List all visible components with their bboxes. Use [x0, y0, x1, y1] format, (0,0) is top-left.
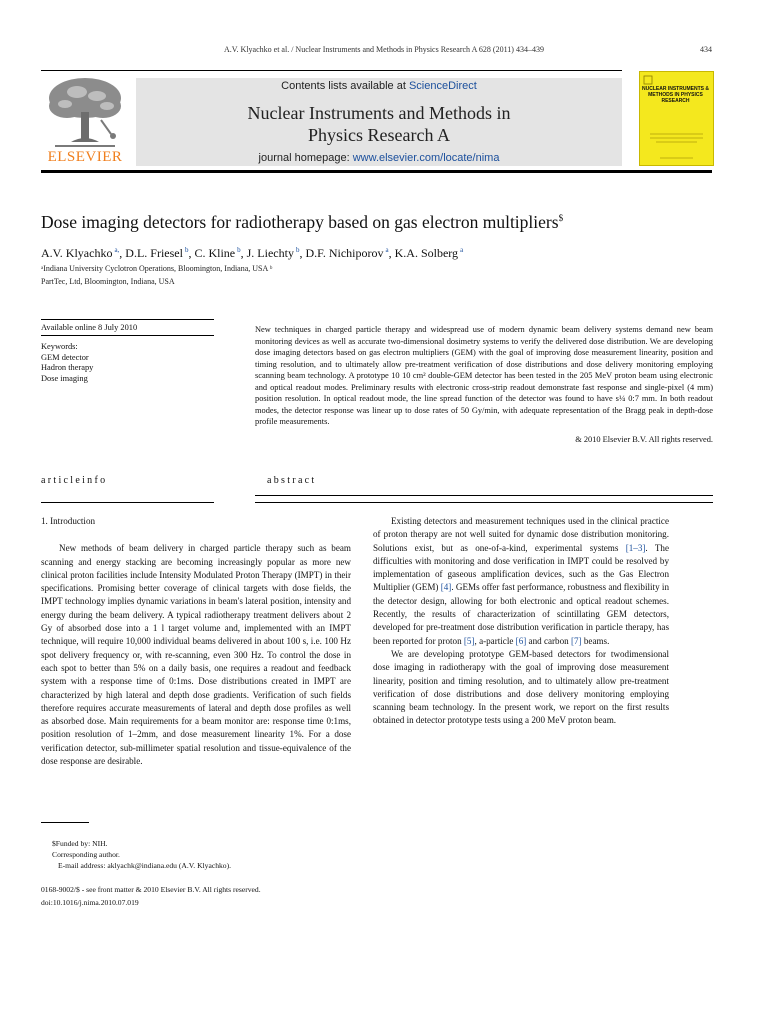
keywords-label: Keywords:	[41, 342, 78, 351]
author-affiliation-mark[interactable]: a,	[114, 246, 120, 254]
footnotes	[52, 838, 231, 871]
info-top-rule	[41, 319, 214, 320]
contents-line	[136, 80, 622, 92]
left-column	[41, 515, 351, 768]
intro-paragraph: New methods of beam delivery in charged particle therapy such as beam scanning and energy stacking are becoming increasingly popular as more new clinical proton facilities include Intensity Modulated Proton Therapy (IMPT) in their specifications. Promising better coverage of clinical targets with dose fields, the IMPT technology implies dynamic variations in beam's lateral position, intensity and energy during the beam delivery. A typical radiotherapy treatment delivers about 2 Gy of absorbed dose into a 1 l target volume and, implemented with an IMPT technique, will require 10,000 individual beams delivered in about 100 s, i.e. 100 Hz spot delivery frequency or, with re-scanning, even 300 Hz. To control the dose in each spot to better than 5% on a daily basis, one requires a readout and feedback system with a response time of 0:1ms. Dose distributions created in IMPT are characterized by high lateral and depth dose gradients. Verification of such fields therefore requires accurate measurements of lateral and depth dose profiles as well as absorbed dose. Main requirements for a beam monitor are: response time 0:1ms, position resolution of 1–2mm, and dose measurement linearity 1%. For a dose verification detector, sub-millimeter spatial resolution and tissue-equivalence of the dose response are desirable.	[41, 543, 351, 767]
author-name[interactable]: D.L. Friesel	[125, 246, 183, 260]
abstract-copyright: & 2010 Elsevier B.V. All rights reserved.	[575, 435, 713, 444]
citation-link[interactable]: [6]	[515, 635, 527, 646]
journal-cover-title: NUCLEAR INSTRUMENTS & METHODS IN PHYSICS RESEARCH	[642, 86, 709, 104]
author-separator: ,	[188, 246, 195, 260]
author-affiliation-mark[interactable]: b	[295, 246, 300, 254]
info-mid-rule	[41, 335, 214, 336]
journal-title-line-2: Physics Research A	[308, 125, 450, 145]
sciencedirect-link[interactable]: ScienceDirect	[408, 80, 477, 92]
article-title-text: Dose imaging detectors for radiotherapy based on gas electron multipliers	[41, 212, 559, 232]
author-separator: ,	[388, 246, 395, 260]
journal-homepage	[136, 152, 622, 164]
abstract-heading-rule	[255, 495, 713, 496]
issn-line: 0168-9002/$ - see front matter & 2010 Elsevier B.V. All rights reserved.	[41, 885, 261, 894]
author-name[interactable]: J. Liechty	[246, 246, 294, 260]
footnote-corresponding: Corresponding author.	[52, 850, 120, 859]
author-affiliation-mark[interactable]: a	[460, 246, 464, 254]
text-span: , a-particle	[474, 635, 516, 646]
author-name[interactable]: C. Kline	[194, 246, 236, 260]
author-separator: ,	[119, 246, 126, 260]
section-heading-introduction: 1. Introduction	[41, 516, 96, 526]
journal-title	[136, 102, 622, 146]
footnote-email: E-mail address: aklyachk@indiana.edu (A.V. Klyachko).	[58, 861, 232, 870]
author-separator: ,	[240, 246, 247, 260]
elsevier-wordmark: ELSEVIER	[47, 149, 123, 165]
intro-paragraph-3: We are developing prototype GEM-based detectors for twodimensional dose imaging in radiotherapy with the goal of improving dose measurement linearity, position and timing resolution, and to ultimately allow pre-treatment verification of dose distributions and dose delivery monitoring employing scanning beam technology. In the present work, we report on the first results obtained in detector prototype tests using a 200 MeV proton beam.	[373, 648, 669, 726]
right-column	[373, 515, 669, 728]
keyword-item: Dose imaging	[41, 373, 88, 383]
citation-link[interactable]: [4]	[440, 582, 452, 593]
abstract-text: New techniques in charged particle therapy and widespread use of modern dynamic beam delivery systems demand new beam monitoring devices as well as accurate two-dimensional dosimetry systems to verify the delivered dose distribution. We are developing dose imaging detectors based on gas electron multipliers (GEM) with the goal of improving dose measurement linearity, position and timing resolution, and to ultimately allow pre-treatment verification of dose distributions and dose delivery monitoring employing scanning beam technology. A prototype 10 10 cm² double-GEM detector has been tested in the 205 MeV proton beam using electronic and optical readout modes. Preliminary results with electronic cross-strip readout demonstrate fast response and single-pixel (4 mm) position resolution. In optical readout mode, the line spread function of the detector was found to have s¼ 0:7 mm. In both readout modes, the detector response was linear up to dose rates of 50 Gy/min, with adequate representation of the Bragg peak in depth-dose profile measurements.	[255, 325, 713, 426]
author-name[interactable]: D.F. Nichiporov	[305, 246, 384, 260]
abstract-bottom-rule	[255, 502, 713, 503]
available-online: Available online 8 July 2010	[41, 323, 138, 332]
contents-prefix: Contents lists available at	[281, 80, 406, 92]
text-span: . The difficulties with monitoring and dose verification in IMPT could be resolved by implementation of gaseous amplification devices, such as the Gas Electron Multiplier (GEM)	[373, 542, 669, 593]
text-span: and carbon	[526, 635, 571, 646]
intro-paragraph-2	[373, 515, 669, 648]
citation-link[interactable]: [5]	[463, 635, 475, 646]
affiliation-a: ᵃIndiana University Cyclotron Operations, Bloomington, Indiana, USA ᵇ	[41, 264, 273, 273]
author-separator: ,	[299, 246, 306, 260]
keyword-item: Hadron therapy	[41, 363, 94, 373]
footnote-rule	[41, 822, 89, 823]
article-info-heading: articleinfo	[41, 475, 108, 486]
homepage-prefix: journal homepage:	[258, 152, 350, 164]
page-number: 434	[700, 45, 712, 54]
text-span: Existing detectors and measurement techniques used in the clinical practice of proton therapy are not well suited for dynamic dose distribution monitoring. Solutions exist, but as one-of-a-kind, experimental systems	[373, 516, 669, 553]
citation-link[interactable]: [7]	[570, 635, 582, 646]
text-span: beams.	[581, 635, 610, 646]
author-affiliation-mark[interactable]: a	[385, 246, 389, 254]
article-title	[41, 212, 563, 233]
author-name[interactable]: K.A. Solberg	[394, 246, 459, 260]
keyword-item: GEM detector	[41, 352, 89, 362]
title-footnote-mark[interactable]: $	[558, 213, 564, 224]
author-affiliation-mark[interactable]: b	[237, 246, 241, 254]
affiliation-b: PartTec, Ltd, Bloomington, Indiana, USA	[41, 277, 175, 286]
doi-line[interactable]: doi:10.1016/j.nima.2010.07.019	[41, 898, 139, 907]
text-span: . GEMs offer fast performance, robustness and flexibility in the detector design, allowing for both electronic and optical readout schemes. Recently, the results of characterization of scintillating GEM detectors, developed for pre-treatment dose distribution verification in particle therapy, has been reported for proton	[373, 582, 669, 646]
homepage-link[interactable]: www.elsevier.com/locate/nima	[352, 152, 500, 164]
header-top-rule	[41, 70, 622, 71]
author-name[interactable]: A.V. Klyachko	[41, 246, 113, 260]
header-bottom-rule	[41, 170, 712, 173]
running-title: A.V. Klyachko et al. / Nuclear Instruments and Methods in Physics Research A 628 (2011) 434–439	[224, 45, 544, 54]
citation-link[interactable]: [1–3]	[625, 542, 646, 553]
author-affiliation-mark[interactable]: b	[184, 246, 189, 254]
info-heading-rule	[41, 502, 214, 503]
journal-title-line-1: Nuclear Instruments and Methods in	[247, 103, 511, 123]
footnote-funding: $Funded by: NIH.	[52, 839, 108, 848]
author-list	[41, 246, 463, 261]
abstract-heading: abstract	[267, 475, 317, 486]
keywords-block	[41, 342, 93, 384]
